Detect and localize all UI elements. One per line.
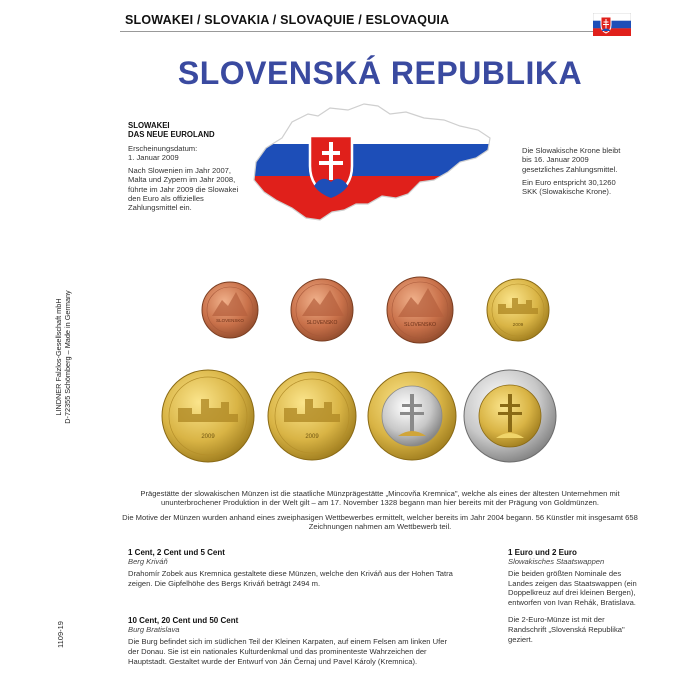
right-info-text1: Die Slowakische Krone bleibt bis 16. Januar 2009 gesetzliches Zahlungsmittel. (522, 146, 621, 174)
section-text: Die Burg befindet sich im südlichen Teil der Kleinen Karpaten, auf einem Felsen am linken Ufer der Donau. Sie ist ein nationales Kulturdenkmal und das prominenteste Wahrzeichen der Hauptstadt. Gestaltet wurde der Entwurf von Ján Černaj und Pavel Károly (Kremnica). (128, 637, 447, 666)
section-heading: 10 Cent, 20 Cent und 50 Cent (128, 616, 239, 625)
coin-50-cent (268, 372, 356, 460)
header-divider (120, 31, 598, 32)
coin-set (150, 270, 560, 470)
section-subtitle: Slowakisches Staatswappen (508, 557, 605, 566)
section-euro-coins (508, 548, 640, 644)
left-info-heading1: SLOWAKEI (128, 121, 170, 130)
coin-inscription: SLOVENSKO (306, 320, 338, 326)
left-info-block (128, 121, 243, 217)
right-info-block (522, 146, 622, 200)
coin-year: 2009 (201, 434, 215, 440)
coin-20-cent (162, 370, 254, 462)
coin-inscription: SLOVENSKO (216, 318, 244, 323)
page-title: SLOVENSKÁ REPUBLIKA (177, 55, 583, 91)
section-text-2: Die 2-Euro-Münze ist mit der Randschrift „Slovenská Republika" geziert. (508, 615, 625, 644)
mint-text-p2: Die Motive der Münzen wurden anhand eines zweiphasigen Wettbewerbes ermittelt, welcher bereits im Jahr 2004 begann. 56 Künstler mit insgesamt 658 Zeichnungen nahmen am Wettbewerb teil. (122, 512, 638, 532)
left-info-text: Nach Slowenien im Jahr 2007, Malta und Zypern im Jahr 2008, führte im Jahr 2009 die Slowakei den Euro als offizielles Zahlungsmittel ein. (128, 166, 239, 213)
coin-1-euro (368, 372, 456, 460)
header-countries: SLOWAKEI / SLOVAKIA / SLOVAQUIE / ESLOVAQUIA (125, 13, 450, 27)
publisher-line2: D-72355 Schömberg – Made in Germany (62, 290, 72, 424)
mint-description (120, 489, 640, 537)
slovakia-map (248, 100, 493, 230)
section-small-cents (128, 548, 458, 589)
coin-2-euro (464, 370, 556, 462)
coin-year: 2009 (305, 434, 319, 440)
section-heading: 1 Euro und 2 Euro (508, 548, 577, 557)
catalog-code: 1109-19 (56, 621, 65, 648)
coin-inscription: SLOVENSKO (403, 322, 437, 328)
coat-of-arms-icon (310, 136, 352, 198)
issue-date-value: 1. Januar 2009 (128, 152, 179, 162)
coin-2-cent (291, 279, 353, 341)
section-text: Drahomír Zobek aus Kremnica gestaltete diese Münzen, welche den Kriváň aus der Hohen Tatra zeigen. Die Gipfelhöhe des Bergs Kriváň beträgt 2494 m. (128, 569, 453, 588)
coin-1-cent (202, 282, 258, 338)
mint-text-p1: Prägestätte der slowakischen Münzen ist die staatliche Münzprägestätte „Mincovňa Kremnica", welche als eines der ältesten Unternehmen mit ununterbrochener Produktion in der Welt gilt – am 17. November 1328 begann man hier bereits mit der Prägung von Goldmünzen. (140, 489, 620, 508)
section-gold-cents (128, 616, 458, 667)
section-subtitle: Berg Kriváň (128, 557, 168, 566)
slovakia-flag-icon (593, 13, 631, 36)
coin-year: 2009 (512, 323, 524, 328)
section-heading: 1 Cent, 2 Cent und 5 Cent (128, 548, 225, 557)
section-text: Die beiden größten Nominale des Landes zeigen das Staatswappen (ein Doppelkreuz auf drei kleinen Bergen), entworfen von Ivan Rehák, Bratislava. (508, 569, 637, 607)
section-subtitle: Burg Bratislava (128, 625, 180, 634)
publisher-line1: LINDNER Falzlos-Gesellschaft mbH (54, 298, 63, 416)
left-info-heading2: DAS NEUE EUROLAND (128, 130, 215, 140)
right-info-text2: Ein Euro entspricht 30,1260 SKK (Slowakische Krone). (522, 177, 616, 197)
publisher-imprint (55, 272, 75, 442)
issue-date-label: Erscheinungsdatum: (128, 143, 198, 153)
coin-10-cent (487, 279, 549, 341)
coin-5-cent (387, 277, 453, 343)
